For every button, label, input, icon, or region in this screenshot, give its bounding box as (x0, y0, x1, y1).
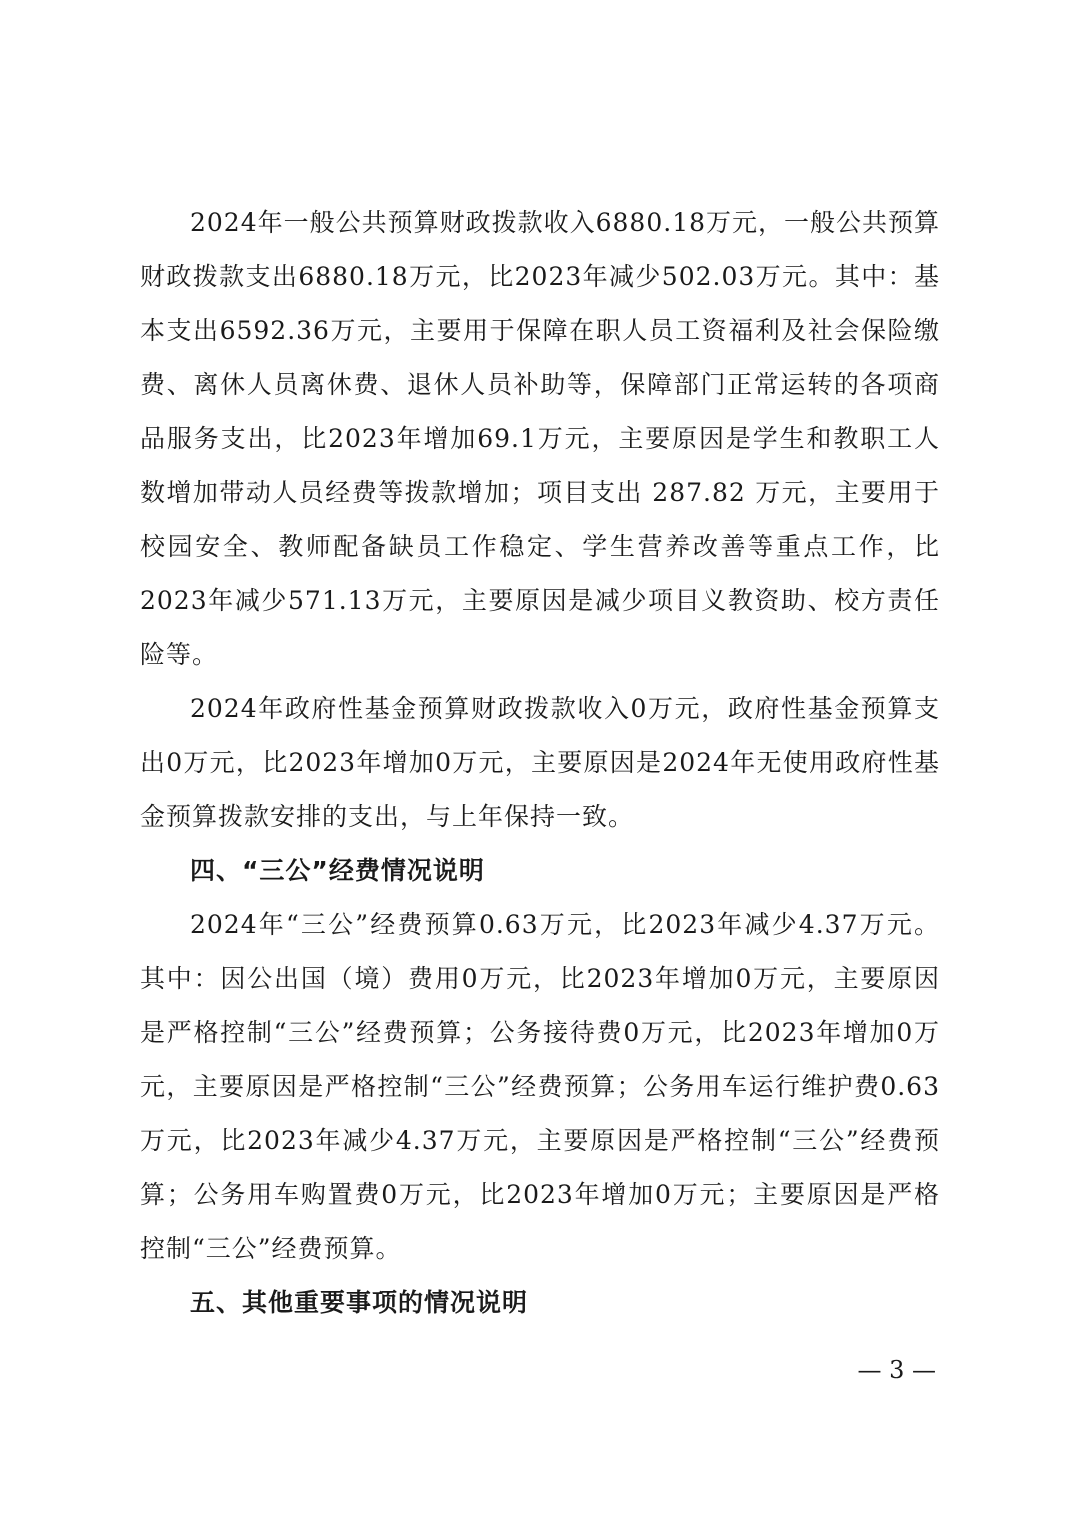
paragraph-general-budget: 2024年一般公共预算财政拨款收入6880.18万元，一般公共预算财政拨款支出6880.18万元，比2023年减少502.03万元。其中：基本支出6592.36万元，主要用于保障在职人员工资福利及社会保险缴费、离休人员离休费、退休人员补助等，保障部门正常运转的各项商品服务支出，比2023年增加69.1万元，主要原因是学生和教职工人数增加带动人员经费等拨款增加；项目支出 287.82 万元，主要用于校园安全、教师配备缺员工作稳定、学生营养改善等重点工作，比2023年减少571.13万元，主要原因是减少项目义教资助、校方责任险等。 (140, 208, 941, 669)
section-heading-three-public-expenses: 四、“三公”经费情况说明 (190, 856, 485, 885)
section-heading-other-matters: 五、其他重要事项的情况说明 (190, 1288, 529, 1317)
page-number: — 3 — (857, 1356, 936, 1384)
document-body (140, 196, 940, 1330)
paragraph-fund-budget: 2024年政府性基金预算财政拨款收入0万元，政府性基金预算支出0万元，比2023年增加0万元，主要原因是2024年无使用政府性基金预算拨款安排的支出，与上年保持一致。 (140, 694, 940, 831)
paragraph-three-public-expenses: 2024年“三公”经费预算0.63万元，比2023年减少4.37万元。其中：因公出国（境）费用0万元，比2023年增加0万元，主要原因是严格控制“三公”经费预算；公务接待费0万元，比2023年增加0万元，主要原因是严格控制“三公”经费预算；公务用车运行维护费0.63万元，比2023年减少4.37万元，主要原因是严格控制“三公”经费预算；公务用车购置费0万元，比2023年增加0万元；主要原因是严格控制“三公”经费预算。 (140, 910, 940, 1263)
